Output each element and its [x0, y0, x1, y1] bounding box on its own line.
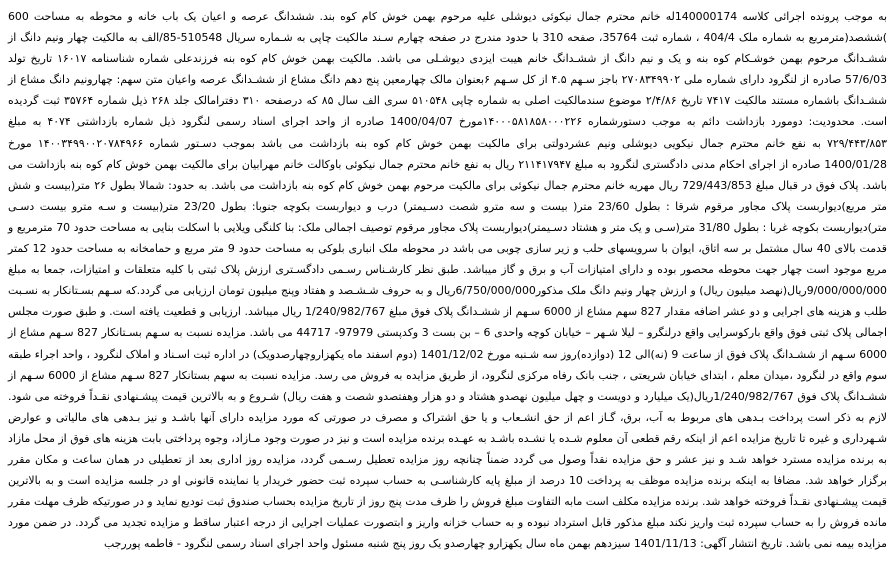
auction-notice-text: به موجب پرونده اجرائی کلاسه 140000174له خانم محترم جمال نیکوئی دیوشلی علیه مرحوم بهمن خوش کام کوه بند. ششدانگ عرصه و اعیان یک باب خانه و محوطه به مساحت 600 )ششصد(مترمربع به شماره ملک 404/4 ، شماره ثبت 35764، صفحه 310 با حدود مندرج در صفحه چهارم سـند مالکیت چاپی به شـماره سریال 510548-85/الف به مالکیت چهار ونیم دانگ از ششـدانگ مرحوم بهمن خوشـکام کوه بنه و یک و نیم دانگ از ششـدانگ خانم هیبت ایزدی دیوشـلی می باشد. مالکیت بهمن خوش کام کوه بنه فرزندعلی شماره شناسنامه ۱۶۰۱۷ تاریخ تولد 57/6/03 صادره از لنگرود دارای شماره ملی ۲۷۰۸۳۴۹۹۰۲ باجز سـهم ۴.۵ از کل سـهم ۶بعنوان مالک چهارمعین پنج دهم دانگ مشاع از ششـدانگ عرصه واعیان متن سهم: چهارونیم دانگ مشاع از ششـدانگ باشماره مستند مالکیت ۷۴۱۷ تاریخ ۲/۴/۸۶ موضوع سندمالکیت اصلی به شماره چاپی ۵۱۰۵۴۸ سری الف سال ۸۵ که درصفحه ۳۱۰ دفترامالک جلد ۲۶۸ ذیل شماره ۳۵۷۶۴ ثبت گردیده است. محدودیت: دومورد بازداشت دائم به موجب دستورشماره ۱۴۰۰۰۵۸۱۸۵۸۰۰۰۲۲۶مورخ 1400/04/07 صادره از واحد اجرای اسناد رسمی لنگرود ذیل شماره بازداشتی ۴۰۷۴ به مبلغ ۷۲۹/۴۴۳/۸۵۳ به نفع خانم محترم جمال نیکویی دیوشلی ونیم عشردولتی برای مالکیت بهمن خوش کام کوه بنه بازداشت می باشد بموجب دسـتور شماره ۱۴۰۰۳۴۹۹۰۰۲۰۷۸۴۹۶۶ مورخ 1400/01/28 صادره از اجرای احکام مدنی دادگستری لنگرود به مبلغ ۲۱۱۴۱۷۹۴۷ ریال به نفع خانم محترم جمال نیکوئی باوکالت خانم مهرابیان برای مالکیت بهمن خوش کام کوه بنه بازداشت می باشد. پلاک فوق در قبال مبلغ 729/443/853 ریال مهریه خانم محترم جمال نیکوئی برای مالکیت مرحوم بهمن خوش کام کوه بنه بازداشت می باشد. به حدود: شمالا بطول ۲۶ متر(بیست و شش متر مربع)دیواربست پلاک مجاور مرقوم شرقا : بطول 23/60 متر( بیست و سه مترو شصت دسـیمتر) درب و دیواربست بکوچه جنوبا: بطول 23/20 متر(بیست و سـه مترو بیست دسـی متر)دیواربست بکوچه غربا : بطول 31/80 متر(سـی و یک متر و هشتاد دسـیمتر)دیواربست پلاک مجاور مرقوم توصیف اجمالی ملک: بنا کلنگی ویلایی با اسکلت بنایی به مساحت حدود 70 مترمربع و قدمت بالای 40 سال مشتمل بر سه اتاق، ایوان با سرویسهای حلب و زیر سازی چوبی می باشد در محوطه ملک انباری بلوکی به مساحت حدود 9 متر مربع و حمامخانه به مساحت حدود 12 کمتر مربع موجود است چهار جهت محوطه محصور بوده و دارای امتیازات آب و برق و گاز میباشد. طبق نظر کارشـناس رسـمی دادگسـتری ارزش پلاک ثبتی با کلیه متعلقات و امتیازات، جمعا به مبلغ 9/000/000/000ریال(نهصد میلیون ریال) و ارزش چهار ونیم دانگ ملک مذکور6/750/000/000ریال و به حروف شـشـصد و هفتاد وپنج میلیون تومان ارزیابی می گردد.که سـهم بسـتانکار به نسـبت طلب و هزینه های اجرایی و دو عشر اضافه مقدار 827 سهم مشاع از 6000 سـهم از ششـدانگ پلاک فوق مبلغ 1/240/982/767 ریال میباشد. ارزیابی و قطعیت یافته است. و طبق صورت مجلس اجمالی پلاک ثبتی فوق واقع بارکوسرایی واقع درلنگرو – لیلا شـهر – خیابان کوچه واحدی 6 – بن بست 3 وکدپستی 97979- 44717 می باشد. مزایده نسبت به سـهم بسـتانکار 827 سـهم مشاع از 6000 سـهم از ششـدانگ پلاک فوق از ساعت 9 (نه)الی 12 (دوازده)روز سه شـنبه مورخ 1401/12/02 (دوم اسفند ماه یکهزاروچهارصدویک) در اداره ثبت اسـناد و املاک لنگرود ، واحد اجراء طبقه سوم واقع در لنگرود ،میدان معلم ، ابتدای خیابان شریعتی ، جنب بانک رفاه مرکزی لنگرود، از طریق مزایده به فروش می رسد. مزایده نسبت به سهم بستانکار 827 سـهم مشاع از 6000 سـهم از ششـدانگ پلاک فوق 1/240/982/767ریال(یک میلیارد و دویست و چهل میلیون نهصدو هشتاد و دو هزار وهفتصدو شصت و هفت ریال) شـروع و به بالاترین قیمت پیشـنهادی نقـداً فروخته می شود. لازم به ذکر است پرداخت بـدهی های مربوط به آب، برق، گـاز اعم از حق انشـعاب و یا حق اشتراک و مصرف در صورتی که مورد مزایده دارای آنها باشـد و نیز بـدهی های مالیاتی و عوارض شـهرداری و غیره تا تاریخ مزایده اعم از اینکه رقم قطعی آن معلوم شـده یا نشـده باشـد به عهـده برنده مزایده است و نیز در صورت وجود مـازاد، وجوه پرداختی بابت هزینه های فوق از محل مازاد به برنده مزایده مسترد خواهد شـد و نیز عشر و حق مزایده نقداً وصول می گردد ضمناً چنانچه روز مزایده تعطیل رسـمی گردد، مزایده روز اداری بعد از تعطیلی در همان ساعت و مکان مقرر برگزار خواهد شد. مضافا به اینکه برنده مزایده موظف به پرداخت 10 درصد از مبلغ پایه کارشناسـی به حساب سپرده ثبت حضور خریدار یا نماینده قانونی او در جلسه مزایده است و به بالاترین قیمت پیشـنهادی نقـداً فروخته خواهد شد. برنده مزایده مکلف است مابه التفاوت مبلغ فروش را ظرف مدت پنج روز از تاریخ مزایده بحساب صندوق ثبت تودیع نماید و در صورتیکه ظرف مهلت مقرر مانده فروش را به حساب سپرده ثبت واریز نکند مبلغ مذکور قابل استرداد نبوده و به حساب خزانه واریز و ابتصورت عملیات اجرایی از درجه اعتبار ساقط و مزایده تجدید می گردد. در ضمن مورد مزایده بیمه نمی باشد. تاریخ انتشار آگهی: 1401/11/13 سیزدهم بهمن ماه سال یکهزارو چهارصدو یک روز پنج شنبه مسئول واحد اجرای اسناد رسمی لنگرود - فاطمه پوررجب — [7, 10, 888, 551]
